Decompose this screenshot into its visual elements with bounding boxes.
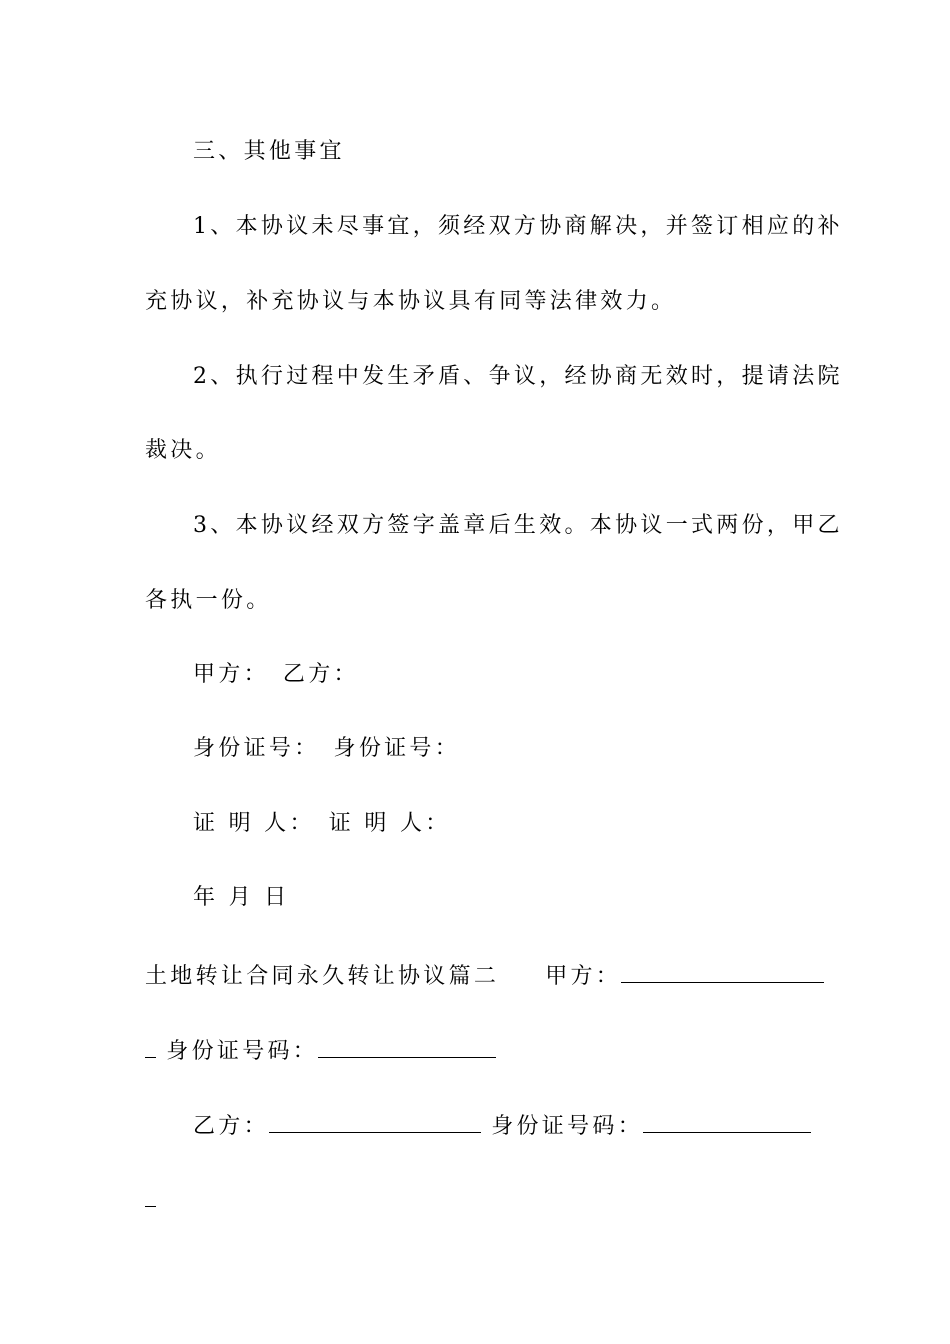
part2-id-row [145,1033,810,1067]
signature-witness-row [193,809,810,839]
party-a-name-blank-continued[interactable] [145,1033,156,1058]
clause-2-line-2: 裁决。 [145,438,221,463]
section-heading-other-matters: 三、其他事宜 [193,139,345,164]
party-b-label: 乙方： [282,662,359,687]
clause-3-line-2: 各执一份。 [145,588,272,613]
party-b-witness-label: 证 明 人： [328,811,451,836]
part2-title: 土地转让合同永久转让协议篇二 [145,964,500,989]
part2-id-label-b: 身份证号码： [491,1114,644,1139]
party-a-name-blank[interactable] [621,958,824,983]
clause-1-line-1: 1、本协议未尽事宜，须经双方协商解决，并签订相应的补 [193,214,843,239]
clause-2-line-1: 2、执行过程中发生矛盾、争议，经协商无效时，提请法院 [193,364,843,389]
party-b-id-blank[interactable] [643,1108,811,1133]
party-a-witness-label: 证 明 人： [193,811,315,836]
part2-party-b-label: 乙方： [193,1114,269,1139]
party-a-id-blank[interactable] [318,1033,496,1058]
part2-id-label-a: 身份证号码： [166,1039,319,1064]
clause-3-line-1: 3、本协议经双方签字盖章后生效。本协议一式两份，甲乙 [193,513,843,538]
party-b-id-blank-continued[interactable] [145,1182,156,1207]
clause-1-line-2: 充协议，补充协议与本协议具有同等法律效力。 [145,289,677,314]
signature-date: 年 月 日 [193,885,290,910]
party-b-id-label: 身份证号： [333,736,461,761]
part2-trailing-row [145,1182,810,1216]
part2-title-row [145,958,810,992]
part2-party-a-label: 甲方： [545,964,622,989]
party-a-label: 甲方： [193,662,269,687]
party-a-id-label: 身份证号： [193,736,320,761]
part2-party-b-row [193,1108,810,1142]
signature-party-row [193,660,810,690]
signature-id-row [193,734,810,764]
party-b-name-blank[interactable] [269,1108,481,1133]
